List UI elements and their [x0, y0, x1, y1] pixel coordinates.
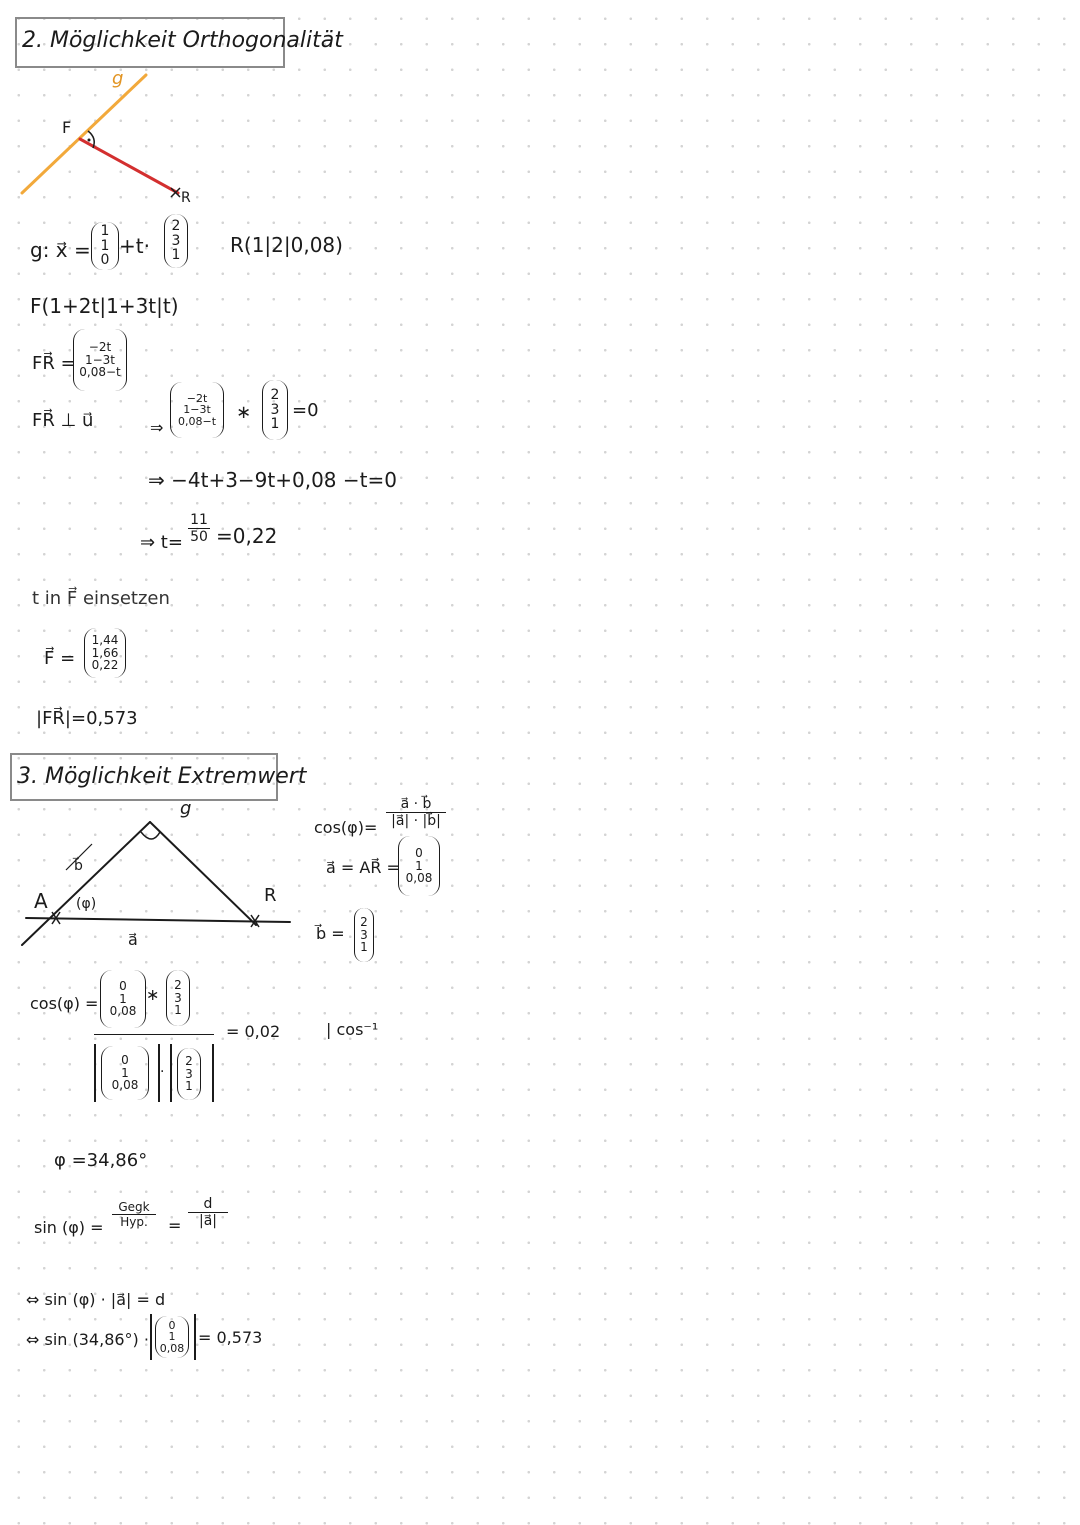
gegk-hyp-fraction: Gegk Hyp.	[112, 1200, 156, 1229]
section3-title: 3. Möglichkeit Extremwert	[17, 764, 307, 789]
a-vector: 0 1 0,08	[398, 836, 440, 896]
b-definition: b⃗ =	[316, 924, 345, 943]
label-g: g	[112, 68, 124, 89]
d-over-a-fraction: d |a⃗|	[188, 1196, 228, 1229]
substitute-text: t in F⃗ einsetzen	[32, 588, 170, 609]
t-value: =0,22	[216, 524, 278, 548]
right-angle-arc	[141, 832, 160, 839]
FR-vector: −2t 1−3t 0,08−t	[73, 329, 127, 391]
dot-star: ∗	[236, 402, 252, 423]
cos-lhs: cos(φ) =	[30, 994, 99, 1013]
star: ∗	[146, 985, 160, 1004]
step1: ⇔ sin (φ) · |a⃗| = d	[26, 1290, 166, 1309]
label-R: R	[264, 885, 277, 906]
cos-result: = 0,02	[226, 1022, 281, 1041]
cos-formula-fraction: a⃗ · b⃗ |a⃗| · |b⃗|	[386, 796, 446, 829]
label-a: a⃗	[128, 930, 138, 949]
label-b: b⃗	[74, 858, 83, 874]
label-F: F	[62, 118, 72, 137]
label-angle: (φ)	[76, 896, 97, 912]
den-dot: ·	[160, 1064, 165, 1080]
a-vector-step2: 0 1 0,08	[155, 1316, 189, 1358]
label-g: g	[180, 798, 192, 819]
line-equation-prefix: g: x⃗ =	[30, 238, 91, 262]
b-vector: 2 3 1	[354, 908, 374, 962]
point-R: R(1|2|0,08)	[230, 233, 343, 257]
cos-formula-lhs: cos(φ)=	[314, 818, 378, 837]
angle-result: φ =34,86°	[54, 1150, 148, 1171]
point-F: F(1+2t|1+3t|t)	[30, 294, 179, 318]
cos-fraction-bar	[94, 1034, 214, 1035]
expanded-equation: ⇒ −4t+3−9t+0,08 −t=0	[148, 468, 397, 492]
equals-zero: =0	[292, 400, 319, 421]
b-vector-den: 2 3 1	[177, 1048, 201, 1100]
direction-vector-dot: 2 3 1	[262, 380, 288, 440]
F-label: F⃗ =	[44, 648, 76, 669]
label-R: R	[181, 190, 191, 206]
step2-result: = 0,573	[198, 1328, 263, 1347]
line-g	[22, 822, 150, 945]
plus-t: +t·	[119, 234, 150, 258]
a-vector-num: 0 1 0,08	[100, 970, 146, 1028]
b-vector-num: 2 3 1	[166, 970, 190, 1026]
sin-eq: =	[168, 1216, 182, 1235]
FR-label: FR⃗ =	[32, 353, 76, 374]
implies-arrow: ⇒	[150, 418, 164, 437]
FR-length: |FR⃗|=0,573	[36, 708, 138, 729]
a-definition: a⃗ = AR⃗ =	[326, 858, 400, 877]
t-prefix: ⇒ t=	[140, 532, 183, 553]
direction-vector: 2 3 1	[164, 214, 188, 268]
section2-title: 2. Möglichkeit Orthogonalität	[22, 28, 343, 53]
step2-prefix: ⇔ sin (34,86°) ·	[26, 1330, 149, 1349]
a-vector-den: 0 1 0,08	[101, 1046, 149, 1100]
sin-lhs: sin (φ) =	[34, 1218, 104, 1237]
perpendicular	[150, 822, 256, 925]
FR-vector-dot: −2t 1−3t 0,08−t	[170, 382, 224, 438]
label-A: A	[34, 889, 48, 913]
F-vector: 1,44 1,66 0,22	[84, 628, 126, 678]
perp-condition: FR⃗ ⊥ u⃗	[32, 410, 94, 431]
t-fraction: 11 50	[188, 512, 210, 545]
support-vector: 1 1 0	[91, 222, 119, 270]
arccos-note: | cos⁻¹	[326, 1020, 379, 1039]
